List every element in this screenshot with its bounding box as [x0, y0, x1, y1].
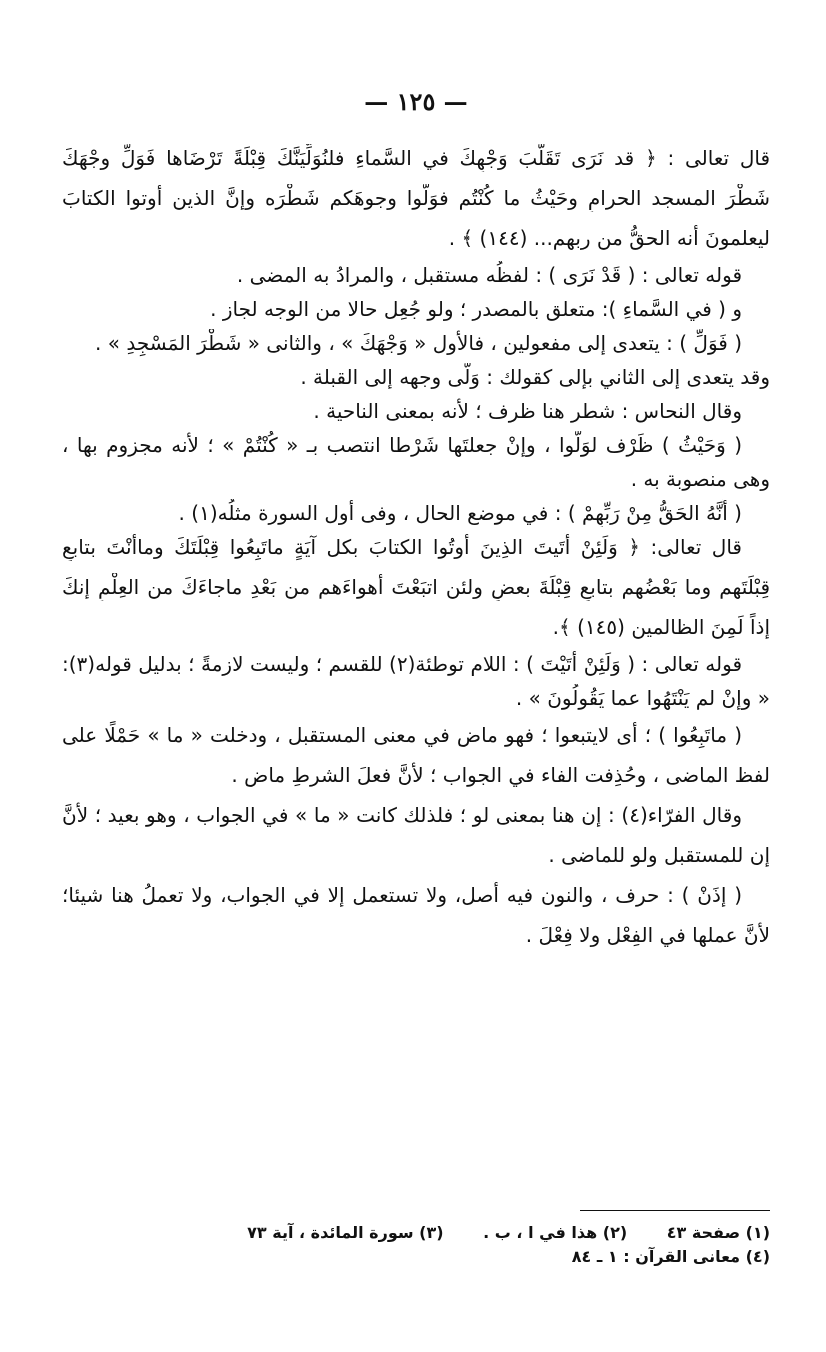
commentary-line: قوله تعالى : ( وَلَئِنْ أَتَيْتَ ) : اللام توطئة(٢) للقسم ؛ وليست لازمةً ؛ بدليل قوله(٣):	[62, 652, 743, 676]
commentary-line: ( فَوَلِّ ) : يتعدى إلى مفعولين ، فالأول « وَجْهَكَ » ، والثانى « شَطْرَ المَسْجِدِ » .	[95, 331, 742, 355]
verse-144-line-3: ليعلمونَ أنه الحقُّ من ربهم... (١٤٤) ﴾ .	[448, 226, 770, 250]
verse-144-line-1: قال تعالى : ﴿ قد نَرَى تَقَلُّبَ وَجْهِكَ في السَّماءِ فلنُوَلِّيَنَّكَ قِبْلَةً تَرْضَاها فَوَلِّ وجْهَكَ	[62, 146, 770, 170]
body-text	[62, 144, 770, 949]
verse-145-line-2: قِبْلَتَهم وما بَعْضُهم بتابعٍ قِبْلَةَ بعضٍ ولئن اتبَعْتَ أهواءَهم من بَعْدِ ماجاءَكَ من العِلْمِ إنكَ	[62, 575, 770, 599]
book-page	[62, 87, 770, 1332]
commentary-line: لفظ الماضى ، وحُذِفت الفاء في الجواب ؛ لأنَّ فعلَ الشرطِ ماض .	[231, 763, 770, 787]
footnote-divider	[580, 1210, 770, 1211]
verse-144-line-2: شَطْرَ المسجد الحرامِ وحَيْثُ ما كُنْتُم فوَلُّوا وجوهَكم شَطْرَه وإنَّ الذين أُوتوا الكتابَ	[62, 186, 770, 210]
commentary-line: وقال النحاس : شطر هنا ظرف ؛ لأنه بمعنى الناحية .	[313, 399, 742, 423]
footnote-3: (٣) سورة المائدة ، آية ٧٣	[247, 1223, 444, 1242]
footnote-2: (٢) هذا في ا ، ب .	[483, 1223, 628, 1242]
commentary-line: و ( في السَّماءِ ): متعلق بالمصدر ؛ ولو جُعِل حالا من الوجه لجاز .	[210, 297, 742, 321]
verse-145-line-3: إذاً لَمِنَ الظالمين (١٤٥) ﴾.	[552, 615, 770, 639]
footnote-4: (٤) معانى القرآن : ١ ـ ٨٤	[571, 1247, 770, 1266]
page-number: — ١٢٥ —	[364, 87, 468, 116]
commentary-line: وهى منصوبة به .	[630, 467, 770, 491]
commentary-line: ( أَنَّهُ الحَقُّ مِنْ رَبِّهِمْ ) : في موضع الحال ، وفى أول السورة مثلُه(١) .	[178, 501, 742, 525]
footnote-1: (١) صفحة ٤٣	[666, 1223, 770, 1242]
footnotes	[62, 1210, 770, 1269]
commentary-line: وقد يتعدى إلى الثاني بإلى كقولك : وَلَّى وجهه إلى القبلة .	[300, 365, 770, 389]
commentary-line: ( ماتَبِعُوا ) ؛ أى لايتبعوا ؛ فهو ماضٍ في معنى المستقبل ، ودخلت « ما » حَمْلًا على	[62, 723, 742, 747]
commentary-line: ( وَحَيْثُ ) ظَرْف لوَلّوا ، وإنْ جعلتَها شَرْطا انتصب بـ « كُنْتُمْ » ؛ لأنه مجزوم بها ،	[62, 433, 742, 457]
commentary-line: « وإنْ لم يَنْتَهُوا عما يَقُولُونَ » .	[515, 686, 770, 710]
commentary-line: ( إذَنْ ) : حرف ، والنون فيه أَصل، ولا تستعمل إلا في الجواب، ولا تعملُ هنا شيئا؛	[62, 883, 742, 907]
commentary-line: لأنَّ عملها في الفِعْل ولا فِعْلَ .	[525, 923, 770, 947]
commentary-line: قوله تعالى : ( قَدْ نَرَى ) : لفظُه مستقبل ، والمرادُ به المضى .	[236, 263, 742, 287]
footnote-row	[62, 1245, 770, 1269]
commentary-line: إن للمستقبل ولو للماضى .	[548, 843, 770, 867]
footnote-row	[62, 1221, 770, 1245]
verse-145-line-1: قال تعالى: ﴿ وَلَئِنْ أَتَيتَ الذِينَ أُوتُوا الكتابَ بكل آيَةٍ ماتَبِعُوا قِبْلَتَكَ وماأَنْتَ بتابعٍ	[62, 535, 742, 559]
commentary-line: وقال الفرّاء(٤) : إن هنا بمعنى لو ؛ فلذلك كانت « ما » في الجواب ، وهو بعيد ؛ لأنَّ	[62, 803, 742, 827]
